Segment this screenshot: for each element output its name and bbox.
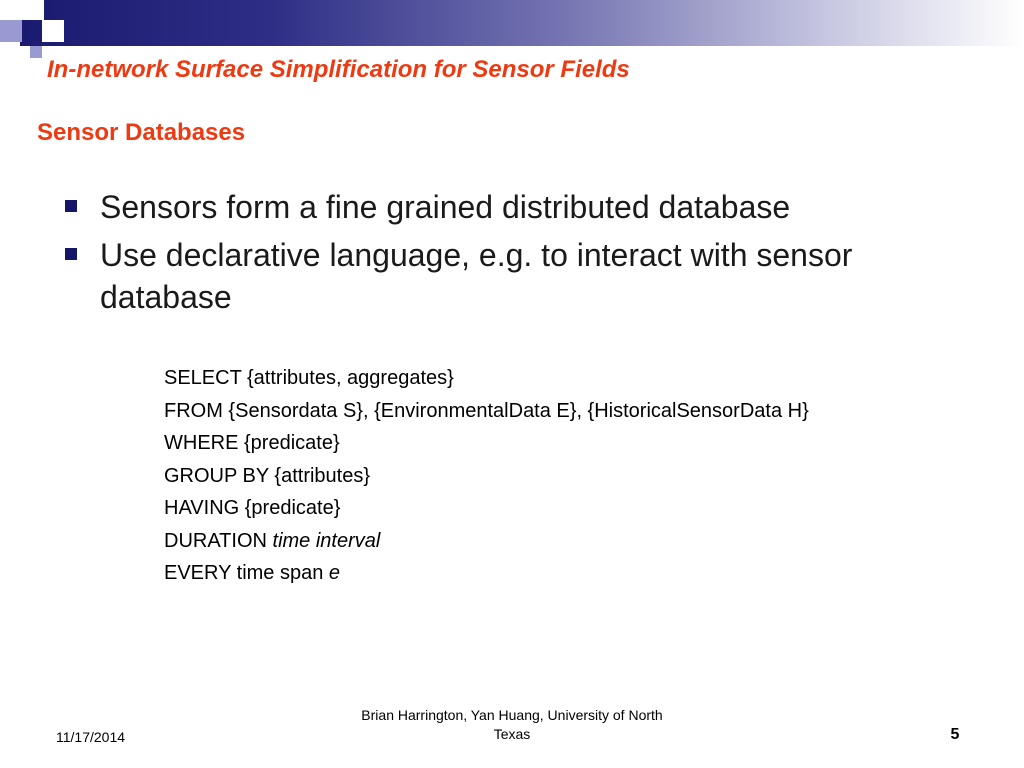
query-every-keyword: EVERY time span: [164, 562, 329, 584]
query-example: [164, 362, 809, 590]
query-every-value: e: [328, 562, 341, 584]
decor-square-white-mid: [42, 20, 64, 42]
footer-date: 11/17/2014: [56, 729, 126, 745]
query-duration-keyword: DURATION: [164, 529, 273, 552]
query-from-line: FROM {Sensordata S}, {EnvironmentalData E}, {HistoricalSensorData H}: [164, 399, 809, 422]
footer-author: Brian Harrington, Yan Huang, University of North Texas: [361, 707, 663, 742]
bullet-item: [62, 186, 962, 228]
bullet-text: Sensors form a fine grained distributed database: [100, 189, 791, 225]
decor-square-lavender-bottom: [30, 46, 42, 58]
presentation-title: In-network Surface Simplification for Sensor Fields: [47, 56, 630, 83]
bullet-text: Use declarative language, e.g. to interact with sensor database: [100, 237, 853, 315]
slide-number: 5: [950, 726, 960, 743]
query-having-line: HAVING {predicate}: [164, 497, 341, 519]
query-duration-value: time interval: [272, 529, 381, 552]
query-group-by-line: GROUP BY {attributes}: [164, 464, 371, 487]
query-every-line: [164, 557, 809, 590]
decor-square-white-top: [20, 0, 44, 20]
query-where-line: WHERE {predicate}: [164, 432, 340, 454]
bullet-list: [62, 186, 962, 324]
square-bullet-icon: [65, 248, 77, 260]
header-gradient-bar: [20, 0, 1024, 46]
bullet-item: [62, 234, 962, 318]
square-bullet-icon: [65, 200, 77, 212]
decor-square-lavender-left: [0, 20, 22, 42]
slide-title: Sensor Databases: [37, 119, 246, 146]
query-duration-line: [164, 525, 809, 558]
query-select-line: SELECT {attributes, aggregates}: [164, 367, 454, 389]
